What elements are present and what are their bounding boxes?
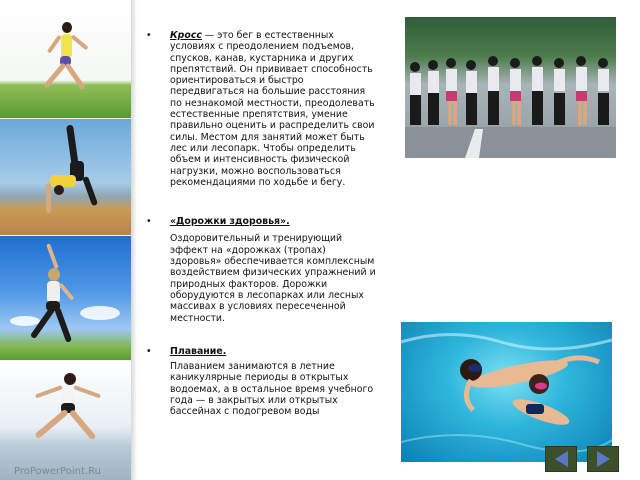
text-health-paths: Оздоровительный и тренирующий эффект на «дорожках (тропах) здоровья» обеспечивается комплексным воздействием физических упражнений и природных факторов. Дорожки оборудуются в лесопарках или лесных массивах в условиях пересеченной местности. xyxy=(170,233,376,324)
strip-divider xyxy=(131,0,137,480)
text-swimming: Плаванием занимаются в летние каникулярные периоды в открытых водоемах, а в остальное время учебного года — в закрытых или открытых бассейнах с подогревом воды xyxy=(170,361,374,418)
runner-photo xyxy=(0,0,131,118)
bullet: • xyxy=(146,345,152,357)
beach-runner-photo xyxy=(0,361,131,480)
list-item-swimming xyxy=(146,346,376,357)
bullet: • xyxy=(146,30,152,41)
watermark: ProPowerPoint.Ru xyxy=(14,466,101,477)
arrow-left-icon xyxy=(555,451,568,467)
gymnast-photo xyxy=(0,119,131,235)
bullet: • xyxy=(146,216,152,228)
list-item-health-paths xyxy=(146,216,376,227)
photo-strip xyxy=(0,0,131,480)
list-item-cross xyxy=(146,30,376,188)
next-slide-button[interactable] xyxy=(587,446,619,472)
arrow-right-icon xyxy=(597,451,610,467)
text-cross: — это бег в естественных условиях с преодолением подъемов, спусков, канав, кустарника и других препятствий. Он прививает способность ориентироваться и быстро передвигаться на большие расстояния по незнакомой местности, преодолевать естественные препятствия, умение правильно оценить и распределить свои силы. Местом для занятий может быть лес или лесопарк. Чтобы определить объем и интенсивность физической нагрузки, можно воспользоваться рекомендациями по ходьбе и бегу. xyxy=(170,30,375,188)
race-crowd-photo xyxy=(405,17,616,158)
swimmers-photo xyxy=(401,322,612,462)
term-swimming: Плавание. xyxy=(170,345,227,357)
jumping-woman-photo xyxy=(0,236,131,360)
term-health-paths: «Дорожки здоровья». xyxy=(170,216,290,228)
term-cross: Кросс xyxy=(170,30,202,41)
slide-text xyxy=(146,30,376,418)
previous-slide-button[interactable] xyxy=(545,446,577,472)
